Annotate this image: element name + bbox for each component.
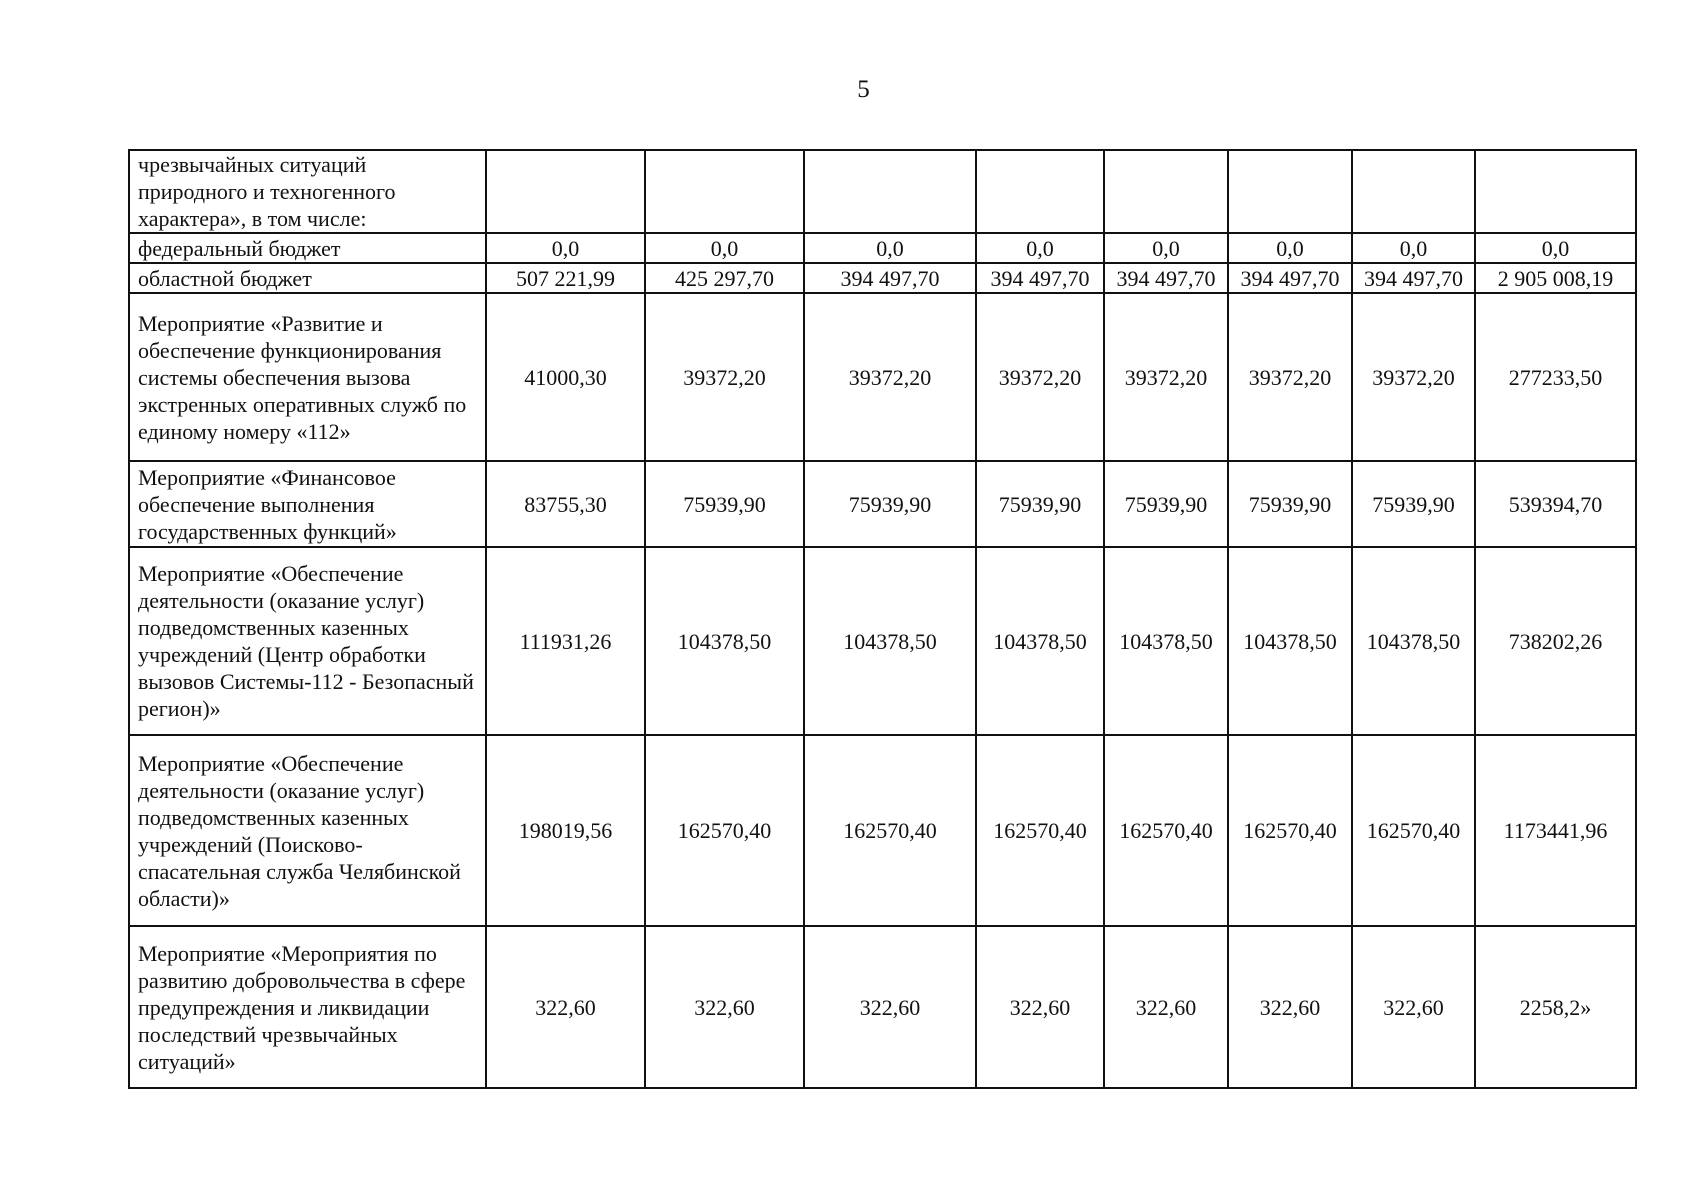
table-row	[129, 293, 1636, 461]
value-cell: 75939,90	[1228, 461, 1352, 547]
value-cell: 0,0	[1104, 233, 1228, 263]
total-cell: 738202,26	[1475, 547, 1636, 735]
row-label: федеральный бюджет	[129, 233, 486, 263]
value-cell: 162570,40	[804, 735, 976, 926]
value-cell: 0,0	[645, 233, 804, 263]
value-cell: 0,0	[976, 233, 1104, 263]
value-cell	[1352, 150, 1475, 233]
total-cell: 2258,2»	[1475, 926, 1636, 1088]
value-cell: 162570,40	[1104, 735, 1228, 926]
value-cell: 162570,40	[645, 735, 804, 926]
value-cell: 0,0	[804, 233, 976, 263]
table-row	[129, 735, 1636, 926]
value-cell: 0,0	[486, 233, 645, 263]
value-cell: 39372,20	[804, 293, 976, 461]
table-row	[129, 150, 1636, 233]
value-cell: 104378,50	[804, 547, 976, 735]
page-number: 5	[857, 76, 870, 103]
budget-table	[128, 149, 1637, 1089]
value-cell: 322,60	[1104, 926, 1228, 1088]
value-cell: 507 221,99	[486, 263, 645, 293]
value-cell: 75939,90	[804, 461, 976, 547]
value-cell: 322,60	[1352, 926, 1475, 1088]
value-cell: 394 497,70	[804, 263, 976, 293]
total-cell: 1173441,96	[1475, 735, 1636, 926]
row-label: областной бюджет	[129, 263, 486, 293]
row-label: Мероприятие «Развитие и обеспечение функционирования системы обеспечения вызова экстренных оперативных служб по единому номеру «112»	[129, 293, 486, 461]
value-cell: 0,0	[1228, 233, 1352, 263]
row-label: Мероприятие «Обеспечение деятельности (оказание услуг) подведомственных казенных учреждений (Центр обработки вызовов Системы-112 - Безопасный регион)»	[129, 547, 486, 735]
value-cell: 83755,30	[486, 461, 645, 547]
value-cell: 322,60	[645, 926, 804, 1088]
value-cell: 104378,50	[1352, 547, 1475, 735]
value-cell: 394 497,70	[1352, 263, 1475, 293]
total-cell: 539394,70	[1475, 461, 1636, 547]
value-cell: 322,60	[486, 926, 645, 1088]
total-cell	[1475, 150, 1636, 233]
total-cell: 0,0	[1475, 233, 1636, 263]
table-row	[129, 926, 1636, 1088]
value-cell	[1104, 150, 1228, 233]
value-cell: 394 497,70	[976, 263, 1104, 293]
table-row	[129, 263, 1636, 293]
value-cell: 394 497,70	[1104, 263, 1228, 293]
table-row	[129, 547, 1636, 735]
value-cell	[804, 150, 976, 233]
value-cell: 162570,40	[1228, 735, 1352, 926]
value-cell	[645, 150, 804, 233]
row-label: чрезвычайных ситуаций природного и техногенного характера», в том числе:	[129, 150, 486, 233]
value-cell: 104378,50	[976, 547, 1104, 735]
value-cell	[1228, 150, 1352, 233]
value-cell: 39372,20	[1228, 293, 1352, 461]
value-cell: 75939,90	[645, 461, 804, 547]
value-cell: 425 297,70	[645, 263, 804, 293]
value-cell: 104378,50	[1104, 547, 1228, 735]
value-cell: 394 497,70	[1228, 263, 1352, 293]
value-cell: 104378,50	[1228, 547, 1352, 735]
value-cell: 39372,20	[645, 293, 804, 461]
value-cell: 39372,20	[976, 293, 1104, 461]
value-cell	[976, 150, 1104, 233]
value-cell: 322,60	[804, 926, 976, 1088]
value-cell: 75939,90	[1104, 461, 1228, 547]
value-cell: 162570,40	[1352, 735, 1475, 926]
table-row	[129, 233, 1636, 263]
value-cell: 39372,20	[1352, 293, 1475, 461]
value-cell: 39372,20	[1104, 293, 1228, 461]
value-cell: 0,0	[1352, 233, 1475, 263]
total-cell: 277233,50	[1475, 293, 1636, 461]
value-cell: 198019,56	[486, 735, 645, 926]
row-label: Мероприятие «Финансовое обеспечение выполнения государственных функций»	[129, 461, 486, 547]
value-cell: 75939,90	[1352, 461, 1475, 547]
row-label: Мероприятие «Обеспечение деятельности (оказание услуг) подведомственных казенных учреждений (Поисково-спасательная служба Челябинской области)»	[129, 735, 486, 926]
value-cell: 322,60	[976, 926, 1104, 1088]
value-cell: 41000,30	[486, 293, 645, 461]
table-row	[129, 461, 1636, 547]
total-cell: 2 905 008,19	[1475, 263, 1636, 293]
value-cell	[486, 150, 645, 233]
value-cell: 322,60	[1228, 926, 1352, 1088]
value-cell: 104378,50	[645, 547, 804, 735]
value-cell: 75939,90	[976, 461, 1104, 547]
row-label: Мероприятие «Мероприятия по развитию добровольчества в сфере предупреждения и ликвидации последствий чрезвычайных ситуаций»	[129, 926, 486, 1088]
value-cell: 111931,26	[486, 547, 645, 735]
value-cell: 162570,40	[976, 735, 1104, 926]
